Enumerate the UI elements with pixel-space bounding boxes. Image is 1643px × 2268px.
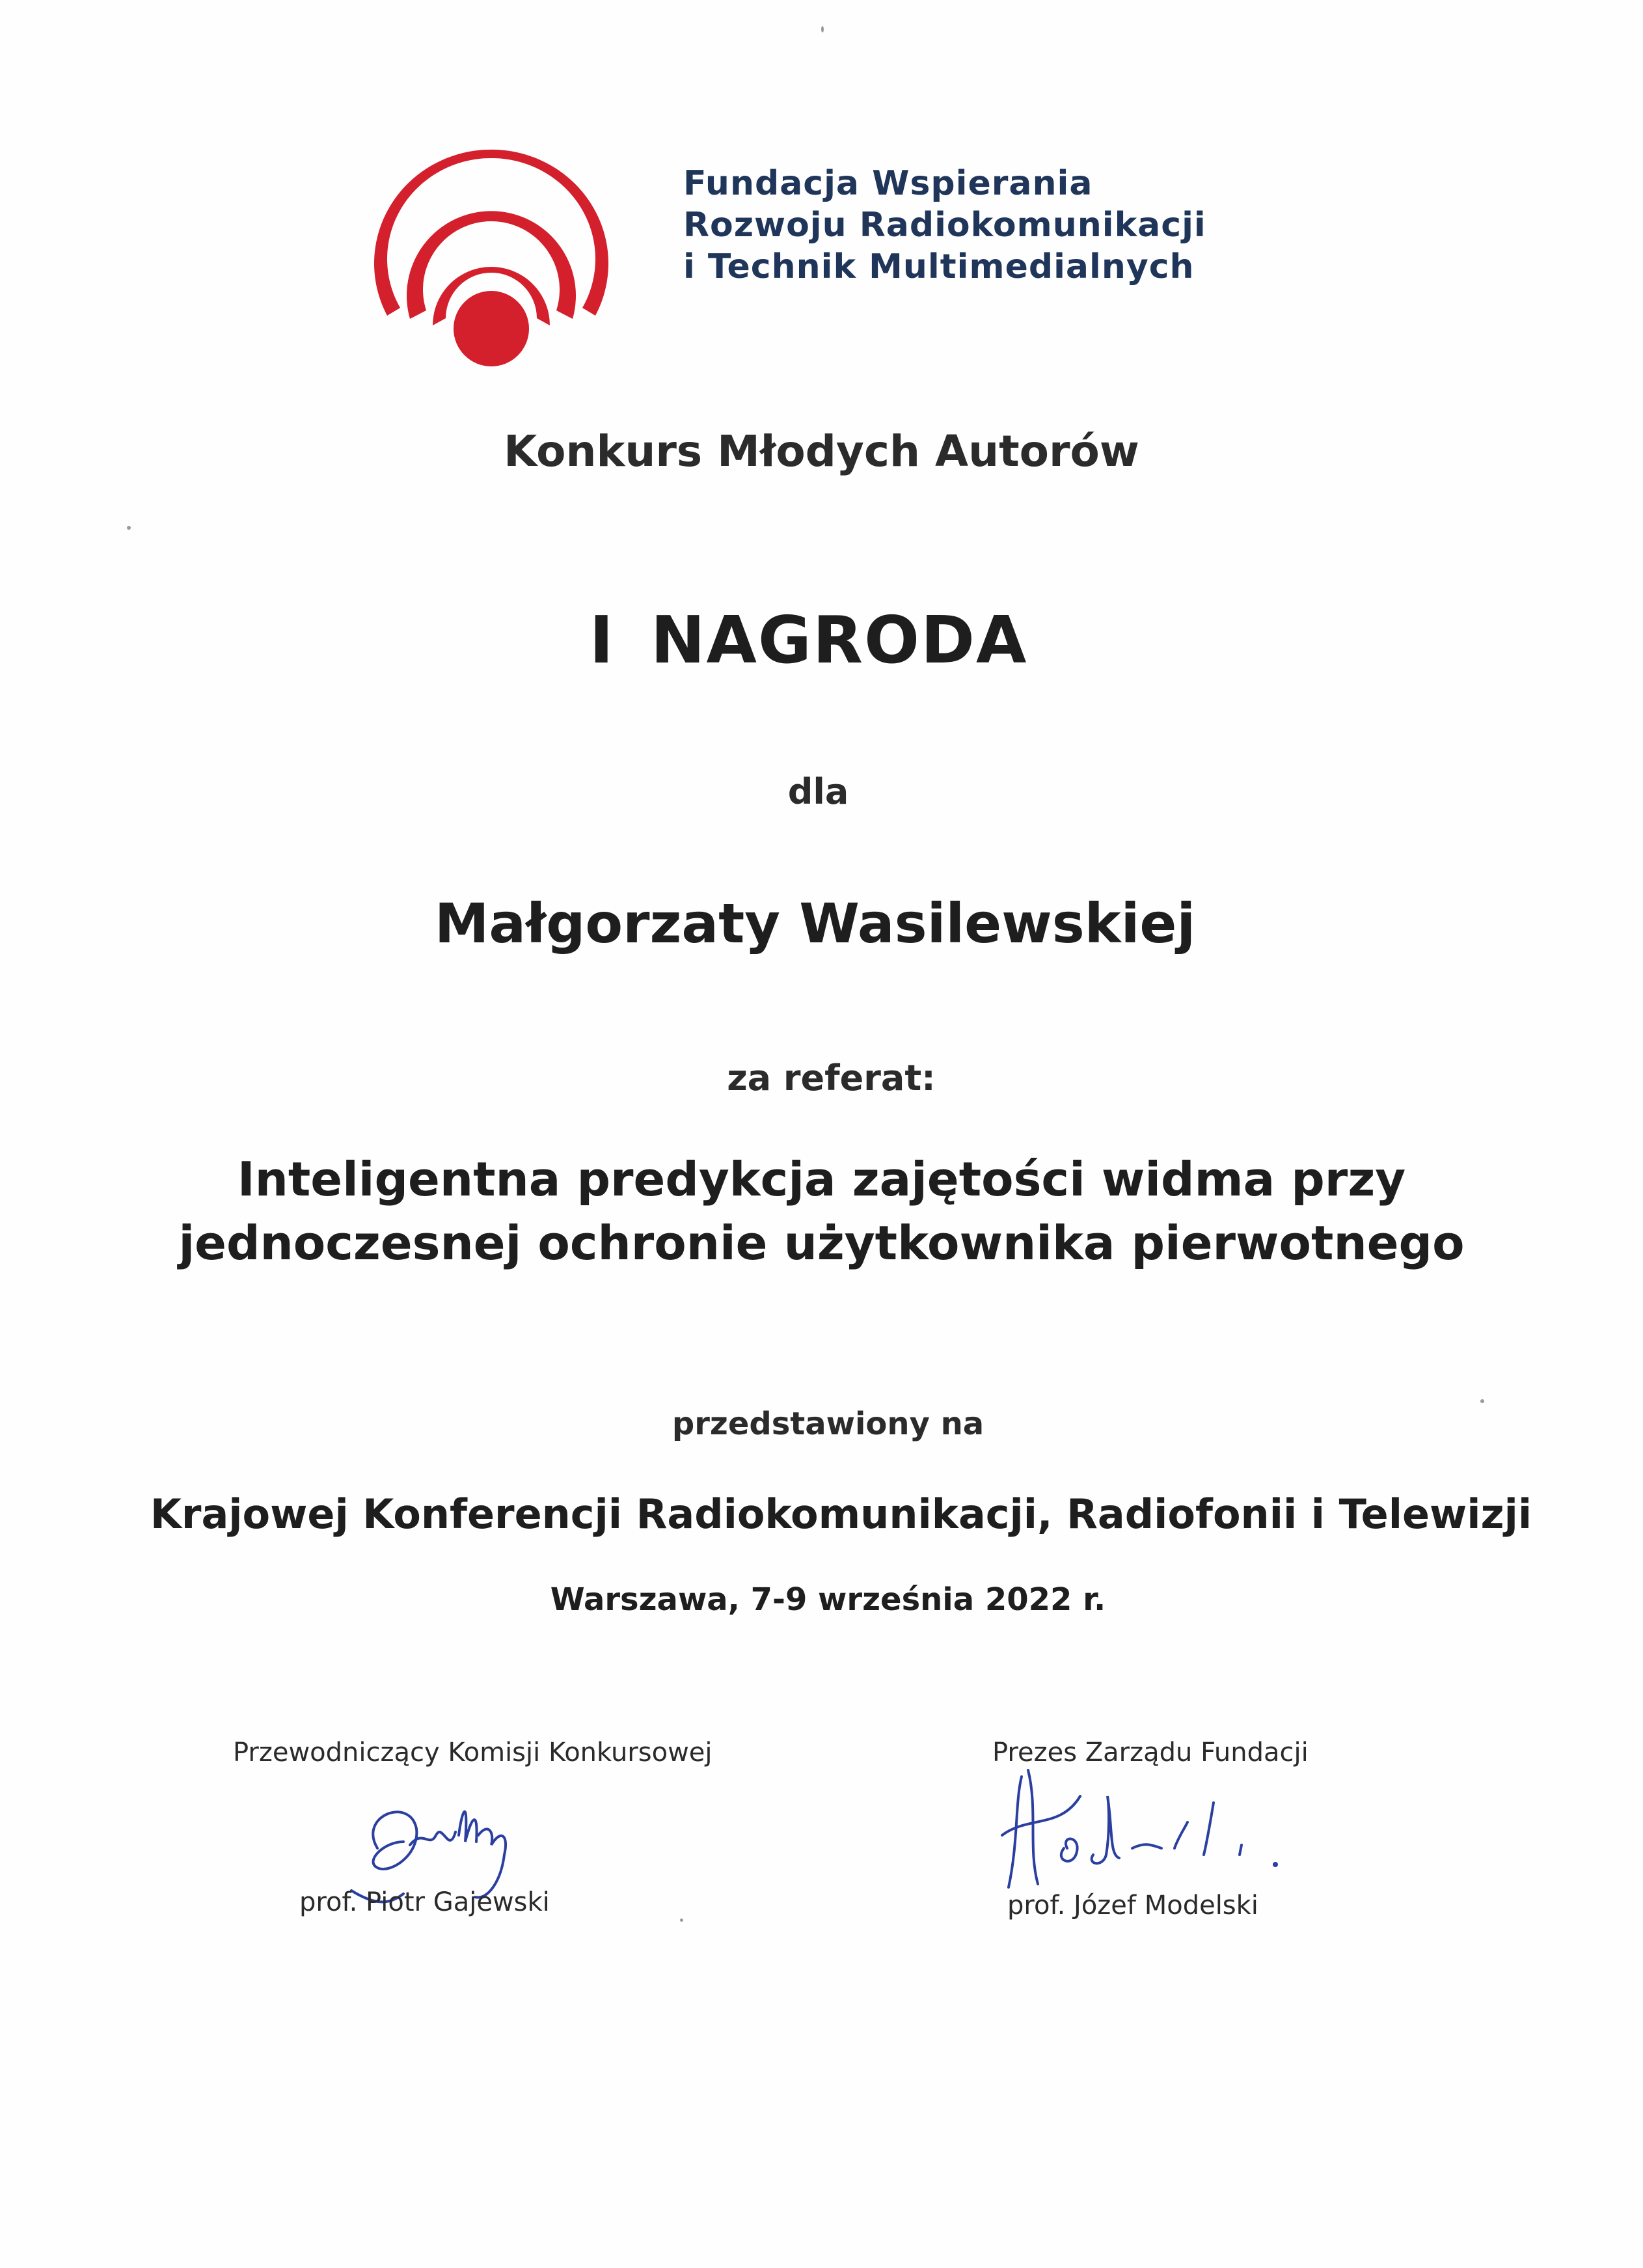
left-signatory-role: Przewodniczący Komisji Konkursowej [233, 1738, 713, 1768]
right-handwritten-signature [989, 1751, 1301, 1900]
contest-title: Konkurs Młodych Autorów [504, 426, 1139, 476]
concentric-arcs-logo-icon [342, 101, 628, 374]
for-paper-label: za referat: [727, 1058, 936, 1099]
presented-at-label: przedstawiony na [672, 1406, 984, 1442]
foundation-name-line-3: i Technik Multimedialnych [683, 247, 1195, 286]
scan-speck [1480, 1399, 1484, 1403]
right-signatory-role: Prezes Zarządu Fundacji [992, 1738, 1309, 1768]
scan-speck [127, 526, 131, 530]
scan-speck [821, 26, 824, 33]
paper-title-line-1: Inteligentna predykcja zajętości widma przy [237, 1152, 1406, 1207]
left-signatory-name: prof. Piotr Gajewski [299, 1887, 550, 1917]
award-title [0, 602, 1630, 678]
award-word: NAGRODA [650, 602, 1028, 678]
recipient-name: Małgorzaty Wasilewskiej [434, 892, 1196, 955]
right-signatory-name: prof. Józef Modelski [1007, 1891, 1258, 1920]
paper-title-line-2: jednoczesnej ochronie użytkownika pierwotnego [178, 1216, 1465, 1270]
place-date: Warszawa, 7-9 września 2022 r. [550, 1581, 1106, 1618]
foundation-name-line-2: Rozwoju Radiokomunikacji [683, 206, 1206, 245]
conference-name: Krajowej Konferencji Radiokomunikacji, Radiofonii i Telewizji [150, 1490, 1532, 1538]
foundation-name [683, 163, 1464, 288]
scan-speck [680, 1919, 683, 1922]
award-rank: I [589, 602, 615, 678]
for-label: dla [787, 771, 849, 812]
foundation-name-line-1: Fundacja Wspierania [683, 164, 1093, 203]
